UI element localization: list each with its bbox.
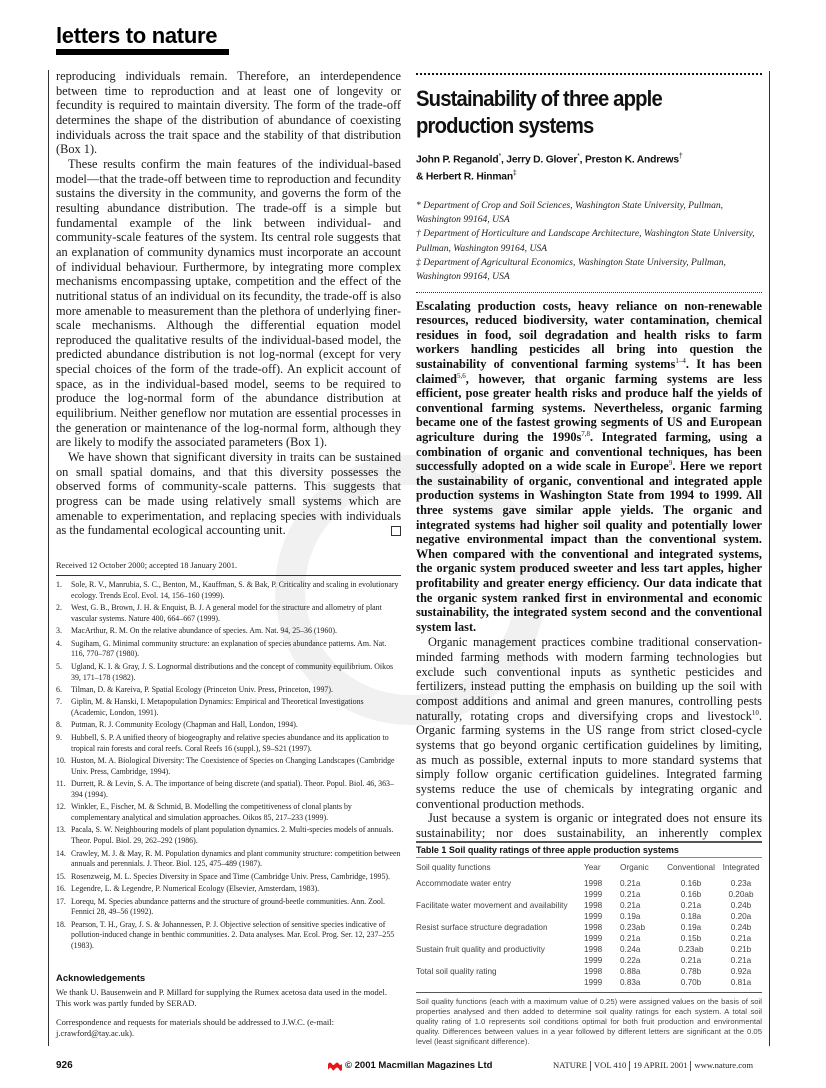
- reference-list: [56, 580, 401, 954]
- table-row: Facilitate water movement and availability 1998 0.21a 0.21a 0.24b: [416, 900, 752, 910]
- reference-item: 11. Durrett, R. & Levin, S. A. The importance of being discrete (and spatial). Theor. Popul. Biol. 46, 363–394 (1994).: [56, 779, 394, 799]
- acknowledgements-text: We thank U. Bausenwein and P. Millard for supplying the Rumex acetosa data used in the model. This work was partly funded by SERAD.: [56, 987, 387, 1008]
- table-soil-quality: [416, 841, 762, 1047]
- paragraph: [56, 450, 401, 538]
- dotted-rule: [416, 73, 762, 79]
- journal-citation: NATURE VOL 410 19 APRIL 2001 www.nature.com: [553, 1060, 754, 1070]
- page-footer: [0, 1060, 826, 1080]
- author: Herbert R. Hinman: [425, 171, 513, 183]
- article-title: Sustainability of three apple production systems: [416, 86, 662, 138]
- end-of-article-mark-icon: [391, 526, 401, 536]
- section-header: [56, 24, 229, 55]
- affiliation: ‡ Department of Agricultural Economics, Washington State University, Pullman, Washington 99164, USA: [416, 257, 726, 283]
- reference-item: 8. Putman, R. J. Community Ecology (Chapman and Hall, London, 1994).: [56, 720, 298, 730]
- reference-item: 3. MacArthur, R. M. On the relative abundance of species. Am. Nat. 94, 25–36 (1960).: [56, 626, 337, 636]
- table-row: 1999 0.83a 0.70b 0.81a: [584, 977, 752, 987]
- reference-item: 13. Pacala, S. W. Neighbouring models of plant population dynamics. 2. Multi-species models of annuals. Theor. Popul. Biol. 29, 262–292 (1986).: [56, 825, 394, 846]
- table-footnote: Soil quality functions (each with a maximum value of 0.25) were assigned values on the basis of soil properties analysed and then added to determine soil quality ratings for each system. A total soil quality rating of 1.0 represents soil conditions optimal for both fruit production and environmental quality. Differences between values in a year followed by different letters are significant at the 0.05 level (least significant difference).: [416, 996, 762, 1046]
- section-title-underline: [56, 49, 229, 55]
- page-number: 926: [56, 1060, 73, 1071]
- author: Preston K. Andrews: [585, 154, 679, 166]
- reference-item: 18. Pearson, T. H., Gray, J. S. & Johannessen, P. J. Objective selection of sensitive species indicative of pollution-induced change in benthic communities. 2. Data analyses. Mar. Ecol. Prog. Ser. 12, 237–255 (1983).: [56, 919, 395, 951]
- reference-item: 14. Crawley, M. J. & May, R. M. Population dynamics and plant community structure: competition between annuals and perennials. J. Theor. Biol. 125, 475–489 (1987).: [56, 848, 401, 869]
- references-rule: [56, 575, 401, 576]
- reference-item: 5. Ugland, K. I. & Gray, J. S. Lognormal distributions and the concept of community equilibrium. Oikos 39, 171–178 (1982).: [56, 661, 394, 682]
- right-column-rule: [769, 71, 770, 1046]
- table-row: 1999 0.19a 0.18a 0.20a: [584, 911, 752, 921]
- reference-item: 7. Giplin, M. & Hanski, I. Metapopulation Dynamics: Empirical and Theoretical Investigations (Academic, London, 1991).: [56, 697, 364, 718]
- affiliation: † Department of Horticulture and Landscape Architecture, Washington State University, Pullman, Washington 99164, USA: [416, 228, 755, 254]
- reference-item: 4. Sugiham, G. Minimal community structure: an explanation of species abundance patterns. Am. Nat. 116, 770–787 (1980).: [56, 638, 387, 659]
- article-column: [416, 70, 762, 840]
- author: John P. Reganold: [416, 154, 499, 166]
- section-title: letters to nature: [56, 23, 218, 48]
- table-title: Table 1 Soil quality ratings of three apple production systems: [416, 844, 679, 855]
- author: Jerry D. Glover: [506, 154, 578, 166]
- dotted-rule: [416, 292, 762, 294]
- table-row: Sustain fruit quality and productivity 1998 0.24a 0.23ab 0.21b: [416, 944, 752, 954]
- table-row: Resist surface structure degradation 1998 0.23ab 0.19a 0.24b: [416, 922, 752, 932]
- correspondence-text: Correspondence and requests for materials should be addressed to J.W.C. (e-mail: j.crawford@tay.ac.uk).: [56, 1017, 334, 1038]
- reference-item: 17. Lorequ, M. Species abundance patterns and the structure of ground-beetle communities. Ann. Zool. Fennici 28, 49–56 (1992).: [56, 896, 386, 917]
- paragraph: These results confirm the main features of the individual-based model—that the trade-off between time to reproduction and fecundity sustains the diversity in the community, and governs the form of the resulting abundance distribution. The trade-off is a simple but fundamental example of the link between individual- and community-scale features of the system. Its central role suggests that an explanation of community dynamics must incorporate an account of individual behaviour. Furthermore, by integrating more complex mechanisms encompassing uptake, competition and the effect of the nutritional status of an individual on its fecundity, the trade-off is also more amenable to measurement than the plethora of underlying finer-scale mechanisms. Although the differential equation model reproduced the qualitative results of the individual-based model, the predicted abundance distribution is not log-normal (except for very special choices of the form of the trade-off). An explicit account of space, as in the individual-based model, seems to be required to produce the log-normal form of the abundance distribution at equilibrium. Neither geneflow nor mutation are essential processes in the generation or maintenance of the log-normal form, although they are likely to modify the associated parameters (Box 1).: [56, 156, 401, 450]
- reference-item: 9. Hubbell, S. P. A unified theory of biogeography and relative species abundance and its application to tropical rain forests and coral reefs. Coral Reefs 16 (suppl.), S9–S21 (1997).: [56, 732, 389, 753]
- received-date: Received 12 October 2000; accepted 18 January 2001.: [56, 561, 238, 570]
- reference-item: 1. Sole, R. V., Manrubia, S. C., Benton, M., Kauffman, S. & Bak, P. Criticality and scaling in evolutionary ecology. Trends Ecol. Evol. 14, 156–160 (1999).: [56, 580, 399, 600]
- copyright: © 2001 Macmillan Magazines Ltd: [328, 1060, 492, 1071]
- reference-item: 12. Winkler, E., Fischer, M. & Schmid, B. Modelling the competitiveness of clonal plants by complementary analytical and simulation approaches. Oikos 85, 217–233 (1999).: [56, 802, 352, 823]
- table-row: Total soil quality rating 1998 0.88a 0.78b 0.92a: [416, 966, 752, 976]
- reference-item: 10. Huston, M. A. Biological Diversity: The Coexistence of Species on Changing Landscapes (Cambridge Univ. Press, Cambridge, 1994).: [56, 756, 395, 776]
- affiliations: [416, 199, 762, 285]
- paragraph: reproducing individuals remain. Therefore, an interdependence between time to reproduction and at least one of longevity or fecundity is required to maintain diversity. The form of the trade-off determines the shape of the distribution of abundance of coexisting individuals across the trait space and the stability of that distribution (Box 1).: [56, 69, 401, 157]
- table-row: 1999 0.21a 0.15b 0.21a: [584, 933, 752, 943]
- left-column-rule: [48, 70, 49, 1046]
- table-bottom-rule: [416, 992, 762, 993]
- macmillan-logo-icon: [328, 1061, 342, 1071]
- table-row: Accommodate water entry 1998 0.21a 0.16b 0.23a: [416, 878, 752, 888]
- reference-item: 6. Tilman, D. & Kareiva, P. Spatial Ecology (Princeton Univ. Press, Princeton, 1997).: [56, 684, 333, 694]
- reference-item: 16. Legendre, L. & Legendre, P. Numerical Ecology (Elsevier, Amsterdam, 1983).: [56, 884, 320, 894]
- paragraph: Organic management practices combine traditional conservation-minded farming methods with modern farming technologies but exclude such conventional inputs as synthetic pesticides and fertilizers, instead putting the emphasis on building up the soil with compost additions and animal and green manures, controlling pests naturally, rotating crops and diversifying crops and livestock$^{10}$. Organic farming systems in the US range from strict closed-cycle systems that go beyond organic certification guidelines by limiting, as much as possible, external inputs to more standard systems that simply follow organic certification guidelines. Integrated farming systems reduce the use of chemicals by integrating organic and conventional production methods.: [416, 635, 762, 811]
- article-body: [416, 635, 762, 840]
- data-table: [416, 858, 762, 988]
- affiliation: * Department of Crop and Soil Sciences, Washington State University, Pullman, Washington 99164, USA: [416, 199, 724, 226]
- website-link[interactable]: www.nature.com: [694, 1060, 754, 1070]
- paragraph-text: We have shown that significant diversity in traits can be sustained on small spatial domains, and that this diversity possesses the observed forms of community-scale patterns. This suggests that progress can be made using relatively small systems which are amenable to experimentation, and replacing species with individuals as the fundamental ecological accounting unit.: [56, 450, 401, 538]
- paragraph: Just because a system is organic or integrated does not ensure its sustainability; nor does sustainability, an inherently complex: [416, 811, 762, 840]
- reference-item: 2. West, G. B., Brown, J. H. & Enquist, B. J. A general model for the structure and allometry of plant vascular systems. Nature 400, 664–667 (1999).: [56, 603, 382, 623]
- acknowledgements-heading: Acknowledgements: [56, 973, 146, 984]
- table-header-row: Soil quality functions Year Organic Conventional Integrated: [416, 862, 760, 872]
- acknowledgements-section: [56, 973, 401, 1039]
- left-column-body: [56, 69, 401, 538]
- abstract: Escalating production costs, heavy reliance on non-renewable resources, reduced biodiversity, water contamination, chemical residues in food, soil degradation and health risks to farm workers handling pesticides all bring into question the sustainability of conventional farming systems$^{1-4}$. It has been claimed$^{5,6}$, however, that organic farming systems are less efficient, pose greater health risks and produce half the yields of conventional farming systems. Nevertheless, organic farming became one of the fastest growing segments of US and European agriculture during the $1990s^{7,8}$. Integrated farming, using a combination of organic and conventional techniques, has been successfully adopted on a wide scale in Europe$^9$. Here we report the sustainability of organic, conventional and integrated apple production systems in Washington State from 1994 to 1999. All three systems gave similar apple yields. The organic and integrated systems had higher soil quality and potentially lower negative environmental impact than the conventional system. When compared with the conventional and integrated systems, the organic system produced sweeter and less tart apples, higher profitability and greater energy efficiency. Our data indicate that the organic system ranked first in environmental and economic sustainability, the integrated system second and the conventional system last.: [416, 298, 763, 634]
- author-list: John P. Reganold*, Jerry D. Glover*, Preston K. Andrews† & Herbert R. Hinman‡: [416, 153, 683, 183]
- reference-item: 15. Rosenzweig, M. L. Species Diversity in Space and Time (Cambridge Univ. Press, Cambridge, 1995).: [56, 871, 391, 881]
- table-row: 1999 0.22a 0.21a 0.21a: [584, 955, 752, 965]
- table-row: 1999 0.21a 0.16b 0.20ab: [584, 889, 754, 899]
